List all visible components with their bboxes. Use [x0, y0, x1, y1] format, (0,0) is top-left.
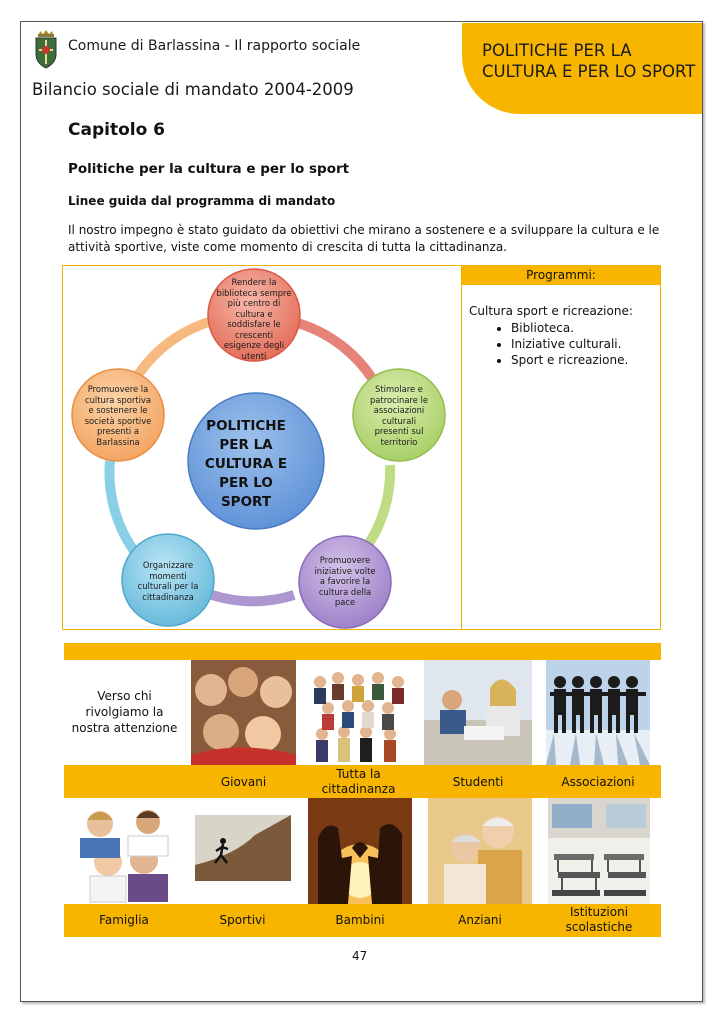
node-label-line: crescenti [234, 329, 274, 340]
target-label-giovani: Giovani [220, 775, 267, 789]
center-label-line: PER LA [219, 437, 273, 453]
young-people-photo-icon [191, 660, 296, 765]
node-label-line: presenti sul [374, 426, 424, 436]
ring-segment [138, 321, 212, 375]
citizens-crowd-photo-icon [306, 660, 411, 765]
node-label-line: società sportive [84, 415, 152, 426]
students-photo-icon [424, 660, 532, 765]
targets-top-band [64, 643, 661, 660]
node-label-line: culturali per la [137, 581, 199, 591]
classroom-photo-icon [548, 798, 650, 904]
target-label-anziani: Anziani [458, 913, 502, 927]
runner-photo-icon [195, 815, 291, 881]
association-figures-photo-icon [546, 660, 650, 765]
center-label-line: CULTURA E [204, 456, 288, 472]
node-label-line: Promuovere [319, 555, 371, 565]
node-label-line: iniziative volte [314, 565, 376, 576]
node-label-line: Rendere la [231, 277, 277, 287]
chapter-tab-title [482, 40, 695, 82]
node-label-line: patrocinare le [369, 394, 429, 405]
section-heading: Politiche per la cultura e per lo sport [68, 161, 350, 177]
target-label-studenti: Studenti [452, 775, 504, 789]
target-label-bambini: Bambini [335, 913, 385, 927]
programs-list-item: • Sport e ricreazione. [511, 352, 660, 368]
target-label-associazioni: Associazioni [561, 775, 635, 789]
targets-intro: Verso chi rivolgiamo la nostra attenzione [71, 689, 178, 735]
node-label-line: pace [334, 597, 356, 607]
node-label [209, 277, 299, 361]
node-label-line: soddisfare le [227, 319, 281, 329]
node-label-line: cultura sportiva [84, 394, 151, 405]
node-label-line: Promuovere la [87, 384, 149, 394]
node-label-line: Stimolare e [375, 384, 423, 394]
node-label [354, 384, 444, 447]
node-label-line: momenti [149, 570, 187, 581]
node-label [73, 384, 163, 447]
municipal-crest-icon [31, 30, 61, 70]
node-label [300, 555, 390, 608]
node-label [123, 560, 213, 602]
programs-panel [461, 265, 661, 630]
programs-list-item: • Iniziative culturali. [511, 336, 660, 352]
programs-lead: Cultura sport e ricreazione: [469, 304, 633, 318]
node-label-line: a favorire la [319, 576, 371, 586]
node-label-line: Organizzare [142, 560, 194, 570]
center-label-line: SPORT [220, 494, 272, 510]
report-title: Bilancio sociale di mandato 2004-2009 [32, 80, 354, 99]
node-label-line: utenti [241, 350, 267, 361]
target-label-cittadinanza: Tutta la cittadinanza [321, 767, 396, 796]
target-label-sportivi: Sportivi [219, 913, 266, 927]
programs-list-item: • Biblioteca. [511, 320, 660, 336]
chapter-heading: Capitolo 6 [68, 120, 166, 140]
node-label-line: esigenze degli [223, 340, 285, 350]
ring-segment [212, 595, 294, 601]
programs-list [462, 320, 660, 368]
node-label-line: presenti a [97, 426, 139, 436]
elderly-photo-icon [428, 798, 532, 904]
node-label-line: cultura della [318, 586, 372, 597]
target-label-famiglia: Famiglia [99, 913, 149, 927]
center-label-line: PER LO [219, 475, 273, 491]
center-label-line: POLITICHE [206, 418, 286, 434]
subsection-heading: Linee guida dal programma di mandato [68, 194, 336, 208]
page-number: 47 [352, 949, 368, 963]
org-name: Comune di Barlassina - Il rapporto sociale [68, 38, 361, 54]
node-label-line: culturali [381, 415, 417, 426]
node-label-line: Barlassina [96, 436, 140, 447]
programs-heading: Programmi: [462, 266, 660, 285]
children-photo-icon [308, 798, 412, 904]
node-label-line: biblioteca sempre [216, 287, 292, 298]
family-photo-icon [70, 798, 178, 904]
node-label-line: e sostenere le [88, 405, 148, 415]
chapter-tab-line: POLITICHE PER LA [482, 41, 632, 60]
node-label-line: cittadinanza [142, 591, 194, 602]
node-label-line: territorio [380, 436, 418, 447]
node-label-line: cultura e [235, 308, 273, 319]
node-label-line: associazioni [373, 405, 425, 415]
chapter-tab-line: CULTURA E PER LO SPORT [482, 62, 696, 81]
ring-segment [109, 461, 137, 555]
target-label-istituzioni: Istituzioni scolastiche [565, 905, 633, 934]
center-label [186, 417, 306, 512]
node-label-line: più centro di [227, 298, 281, 308]
intro-paragraph: Il nostro impegno è stato guidato da obiettivi che mirano a sostenere e a sviluppare la cultura e le attività sportive, viste come momento di crescita di tutta la cittadinanza. [68, 223, 660, 254]
